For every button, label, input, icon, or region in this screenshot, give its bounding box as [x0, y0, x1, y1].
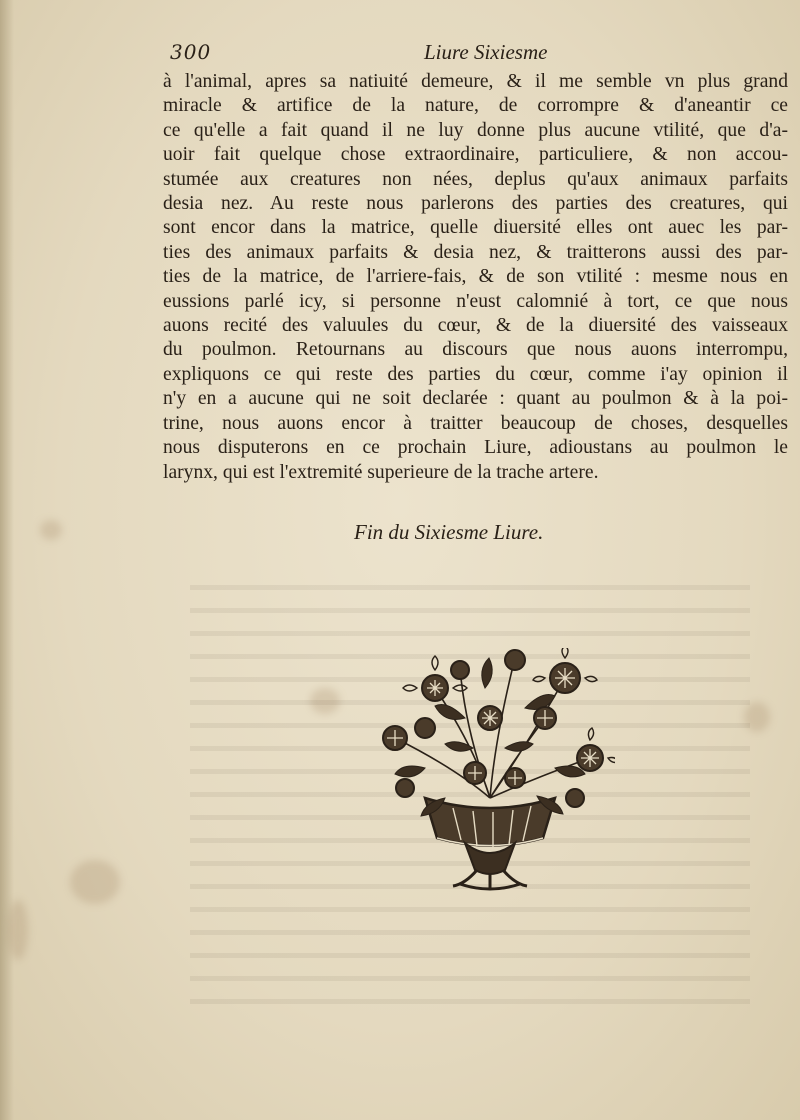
text-line: sont encor dans la matrice, quelle diuersité elles ont auec les par-	[163, 217, 788, 239]
text-line: stumée aux creatures non nées, deplus qu'aux animaux parfaits	[163, 168, 788, 190]
text-line: ties des animaux parfaits & desia nez, & traitterons aussi des par-	[163, 241, 788, 263]
text-line: nous disputerons en ce prochain Liure, adioustans au poulmon le	[163, 437, 788, 459]
text-line: eussions parlé icy, si personne n'eust calomnié à tort, ce que nous	[163, 290, 788, 312]
text-line: n'y en a aucune qui ne soit declarée : quant au poulmon & à la poi-	[163, 388, 788, 410]
foxing-stain	[8, 900, 28, 960]
foxing-stain	[70, 860, 120, 904]
text-line: ties de la matrice, de l'arriere-fais, & de son vtilité : mesme nous en	[163, 266, 788, 288]
text-line: larynx, qui est l'extremité superieure de la trache artere.	[163, 461, 599, 483]
page-header	[160, 40, 600, 70]
text-line: expliquons ce qui reste des parties du cœur, comme i'ay opinion il	[163, 363, 788, 385]
text-line: du poulmon. Retournans au discours que nous auons interrompu,	[163, 339, 788, 361]
colophon: Fin du Sixiesme Liure.	[354, 520, 544, 544]
text-line: desia nez. Au reste nous parlerons des parties des creatures, qui	[163, 193, 788, 215]
text-line: trine, nous auons encor à traitter beaucoup de choses, desquelles	[163, 412, 788, 434]
text-line: ce qu'elle a fait quand il ne luy donne plus aucune vtilité, que d'a-	[163, 119, 788, 141]
foxing-stain	[40, 520, 62, 540]
page-number: 300	[170, 40, 212, 64]
text-line: à l'animal, apres sa natiuité demeure, & il me semble vn plus grand	[163, 71, 788, 92]
text-line: auons recité des valuules du cœur, & de la diuersité des vaisseaux	[163, 315, 788, 337]
body-text	[163, 70, 788, 485]
text-line: uoir fait quelque chose extraordinaire, particuliere, & non accou-	[163, 144, 788, 166]
running-head: Liure Sixiesme	[424, 40, 548, 64]
text-line: miracle & artifice de la nature, de corrompre & d'aneantir ce	[163, 95, 788, 117]
flower-basket-woodcut-icon	[365, 648, 615, 894]
